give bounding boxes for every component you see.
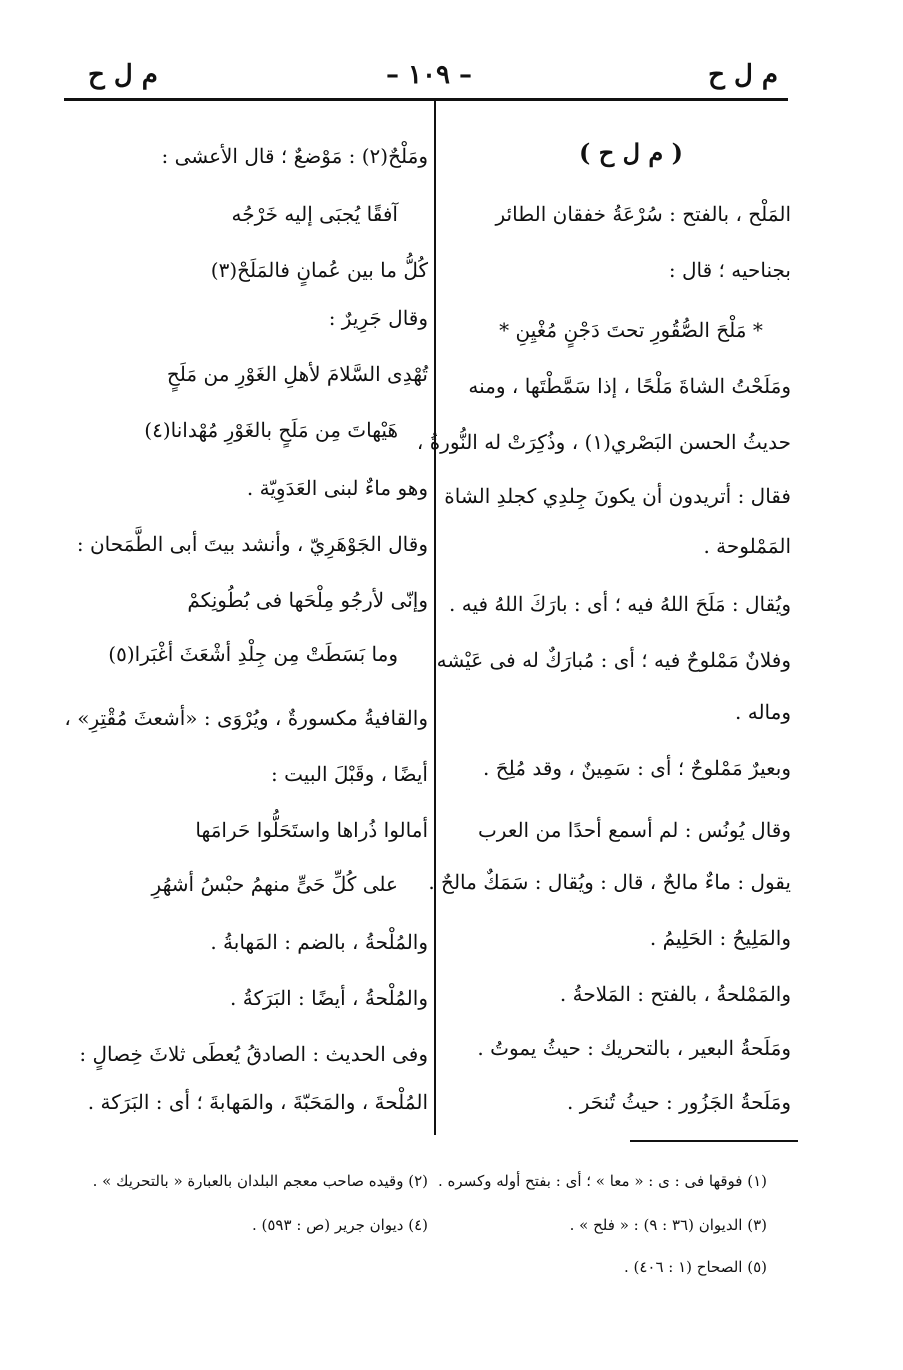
left-verse: هَيْهاتَ مِن مَلَحٍ بالغَوْرِ مُهْدانا(٤) [144,418,398,442]
page-number: – ١٠٩ – [385,60,473,90]
footnote-3: (٣) الديوان (٣٦ : ٩) : « فلح » . [569,1216,767,1234]
right-line: وقال يُونُس : لم أسمع أحدًا من العرب [477,818,791,842]
left-line: والقافيةُ مكسورةٌ ، ويُرْوَى : «أشعثَ مُقْتِرِ» ، [64,706,428,730]
left-line: المُلْحةَ ، والمَحَبّةَ ، والمَهابةَ ؛ أى : البَرَكة . [87,1090,428,1114]
right-line: وفلانٌ مَمْلوحٌ فيه ؛ أى : مُبارَكٌ له فى عَيْشه [436,648,791,672]
left-verse: أمالوا ذُراها واستَحَلُّوا حَرامَها [195,818,428,842]
right-line: يقول : ماءٌ مالحٌ ، قال : ويُقال : سَمَكٌ مالحٌ . [428,870,791,894]
entry-heading: ( م ل ح ) [579,138,683,167]
header-rule [64,98,788,101]
right-line: ويُقال : مَلَحَ اللهُ فيه ؛ أى : بارَكَ اللهُ فيه . [449,592,791,616]
footnote-4: (٤) ديوان جرير (ص : ٥٩٣) . [251,1216,428,1234]
footnote-1: (١) فوقها فى : ى : « معا » ؛ أى : بفتح أوله وكسره . [438,1172,767,1190]
left-line: أيضًا ، وقَبْلَ البيت : [271,762,428,786]
footnote-rule [630,1140,798,1142]
footnote-5: (٥) الصحاح (١ : ٤٠٦) . [623,1258,767,1276]
right-line: ومَلَحةُ الجَزُور : حيثُ تُنحَر . [566,1090,791,1114]
right-line: بجناحيه ؛ قال : [668,258,791,282]
right-line: المَمْلوحة . [703,534,791,558]
header-root-right: م ل ح [708,60,778,90]
left-line: ومَلْحٌ(٢) : مَوْضعٌ ؛ قال الأعشى : [161,144,428,168]
right-line: وبعيرٌ مَمْلوحٌ ؛ أى : سَمِينٌ ، وقد مُلِحَ . [483,756,791,780]
left-verse: كُلُّ ما بين عُمانٍ فالمَلَحْ(٣) [210,258,428,282]
right-line: فقال : أتريدون أن يكونَ جِلدِي كجلدِ الشاة [444,484,791,508]
right-line: ومَلَحةُ البعير ، بالتحريك : حيثُ يموتُ . [477,1036,791,1060]
right-line: حديثُ الحسن البَصْري(١) ، وذُكِرَتْ له النُّورةُ ، [416,430,791,454]
left-line: وقال الجَوْهَرِيّ ، وأنشد بيتَ أبى الطَّمَحان : [76,532,428,556]
left-verse: وإنّى لأرجُو مِلْحَها فى بُطُونِكمْ [187,588,428,612]
left-line: وهو ماءٌ لبنى العَدَوِيّة . [246,476,428,500]
left-line: وقال جَرِيرٌ : [328,306,428,330]
column-divider [434,100,436,1135]
right-verse: * مَلْحَ الصُّقُورِ تحتَ دَجْنٍ مُغْيِنِ * [499,318,763,342]
right-line: والمَمْلحةُ ، بالفتح : المَلاحةُ . [559,982,791,1006]
right-line: المَلْح ، بالفتح : سُرْعَةُ خفقان الطائر [495,202,791,226]
header-root-left: م ل ح [88,60,158,90]
footnote-2: (٢) وقيده صاحب معجم البلدان بالعبارة « بالتحريك » . [92,1172,428,1190]
left-line: وفى الحديث : الصادقُ يُعطَى ثلاثَ خِصالٍ : [79,1042,428,1066]
left-verse: آفقًا يُجبَى إليه خَرْجُه [231,202,398,226]
right-line: وماله . [735,700,791,724]
right-line: ومَلَحْتُ الشاةَ مَلْحًا ، إذا سَمَّطْتَها ، ومنه [468,374,791,398]
left-verse: على كُلِّ حَىٍّ منهمُ حبْسُ أشهُرِ [151,872,398,896]
left-verse: تُهْدِى السَّلامَ لأهلِ الغَوْرِ من مَلَحٍ [166,362,428,386]
right-line: والمَلِيحُ : الحَلِيمُ . [649,926,791,950]
page-header [70,60,788,100]
left-verse: وما بَسَطَتْ مِن جِلْدِ أشْعَثَ أغْبَرا(٥) [108,642,398,666]
left-line: والمُلْحةُ ، أيضًا : البَرَكةُ . [230,986,428,1010]
left-line: والمُلْحةُ ، بالضم : المَهابةُ . [210,930,428,954]
